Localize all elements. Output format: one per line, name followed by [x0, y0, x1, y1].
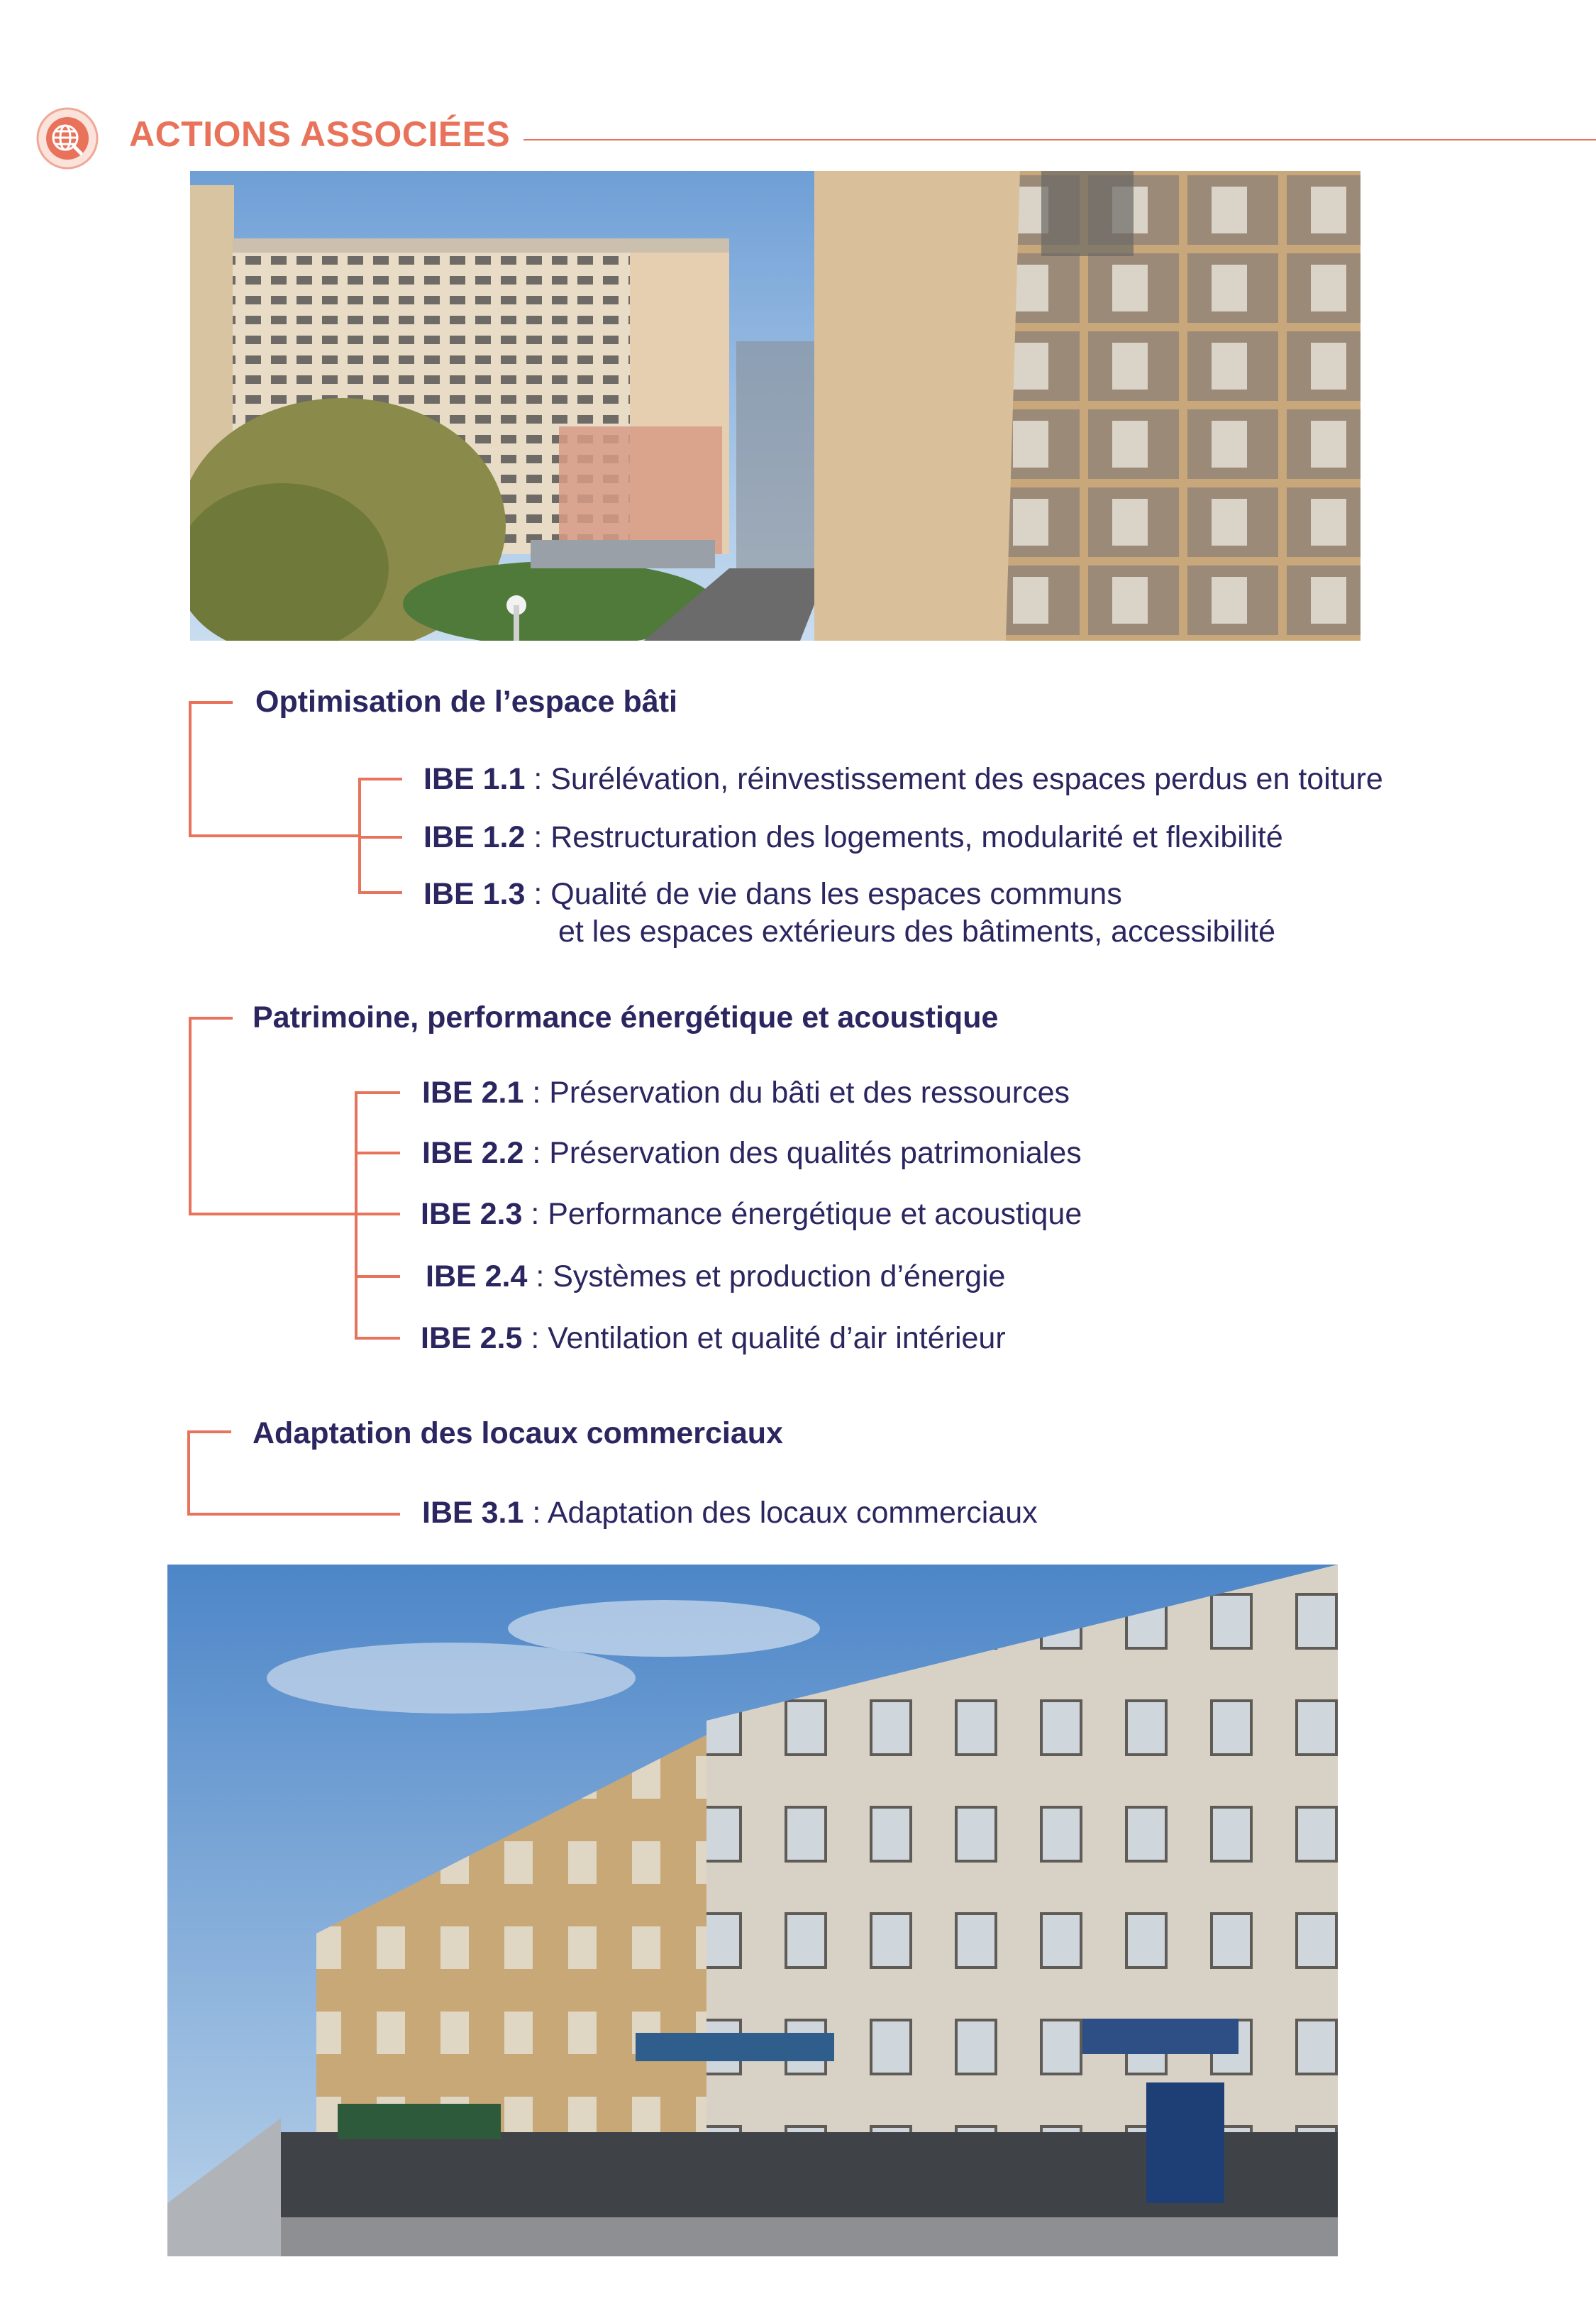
item-separator: :: [523, 1136, 550, 1170]
item-code: IBE 3.1: [422, 1496, 524, 1530]
item-text: Ventilation et qualité d’air intérieur: [548, 1321, 1006, 1355]
section-2-subbracket-2: [355, 1152, 400, 1154]
list-item-ibe-3-1: [422, 1494, 1038, 1532]
item-separator: :: [522, 1197, 548, 1231]
item-separator: :: [523, 1496, 548, 1530]
globe-icon: [35, 106, 99, 170]
section-1-subbracket-vertical: [358, 778, 361, 891]
item-text: Adaptation des locaux commerciaux: [547, 1496, 1038, 1530]
item-code: IBE 2.4: [426, 1259, 528, 1293]
section-2-bracket-bottom: [189, 1213, 359, 1215]
item-text: Systèmes et production d’énergie: [553, 1259, 1006, 1293]
list-item-ibe-2-3: [421, 1195, 1082, 1233]
section-2-bracket-top: [189, 1017, 233, 1020]
list-item-ibe-1-3: [423, 875, 1122, 913]
section-2-bracket-vertical: [189, 1017, 192, 1215]
street-facade-shops-photo: [167, 1565, 1338, 2256]
section-2-subbracket-1: [355, 1091, 400, 1094]
residential-buildings-photo: [190, 171, 1361, 641]
section-1-bracket-vertical: [189, 701, 192, 837]
section-1-bracket-top: [189, 701, 233, 704]
item-code: IBE 1.3: [423, 877, 526, 911]
item-separator: :: [527, 1259, 553, 1293]
item-code: IBE 1.1: [423, 762, 526, 796]
list-item-ibe-2-2: [422, 1134, 1082, 1172]
list-item-ibe-2-5: [421, 1319, 1006, 1357]
item-separator: :: [522, 1321, 548, 1355]
section-1-title: Optimisation de l’espace bâti: [255, 685, 677, 719]
item-separator: :: [525, 877, 551, 911]
item-text: Qualité de vie dans les espaces communs: [550, 877, 1122, 911]
item-separator: :: [523, 1076, 550, 1110]
section-3-bracket-vertical: [187, 1430, 190, 1516]
section-3-bracket-bottom: [187, 1513, 400, 1516]
item-separator: :: [525, 762, 551, 796]
section-1-subbracket-1: [358, 778, 402, 780]
item-code: IBE 2.2: [422, 1136, 524, 1170]
page-title: ACTIONS ASSOCIÉES: [129, 114, 511, 154]
section-2-subbracket-5: [355, 1337, 400, 1340]
list-item-ibe-1-3-line2: et les espaces extérieurs des bâtiments, accessibilité: [558, 915, 1275, 949]
item-code: IBE 2.3: [421, 1197, 523, 1231]
section-1-subbracket-3: [358, 891, 402, 894]
item-text: Préservation des qualités patrimoniales: [549, 1136, 1082, 1170]
list-item-ibe-2-1: [422, 1074, 1070, 1112]
section-2-title: Patrimoine, performance énergétique et acoustique: [253, 1000, 999, 1035]
section-1-bracket-bottom: [189, 834, 359, 837]
section-1-subbracket-2: [358, 836, 402, 839]
item-separator: :: [525, 820, 551, 854]
item-text: Performance énergétique et acoustique: [548, 1197, 1082, 1231]
item-code: IBE 1.2: [423, 820, 526, 854]
section-3-bracket-top: [187, 1430, 231, 1433]
item-text: Surélévation, réinvestissement des espaces perdus en toiture: [550, 762, 1383, 796]
list-item-ibe-1-1: [423, 760, 1383, 798]
item-code: IBE 2.5: [421, 1321, 523, 1355]
section-3-title: Adaptation des locaux commerciaux: [253, 1416, 783, 1450]
item-text: Préservation du bâti et des ressources: [549, 1076, 1070, 1110]
header-divider: [523, 139, 1596, 140]
section-2-subbracket-4: [355, 1275, 400, 1278]
item-text: Restructuration des logements, modularité et flexibilité: [550, 820, 1283, 854]
section-2-subbracket-3: [355, 1213, 400, 1215]
item-code: IBE 2.1: [422, 1076, 524, 1110]
list-item-ibe-1-2: [423, 818, 1283, 856]
list-item-ibe-2-4: [426, 1257, 1005, 1296]
